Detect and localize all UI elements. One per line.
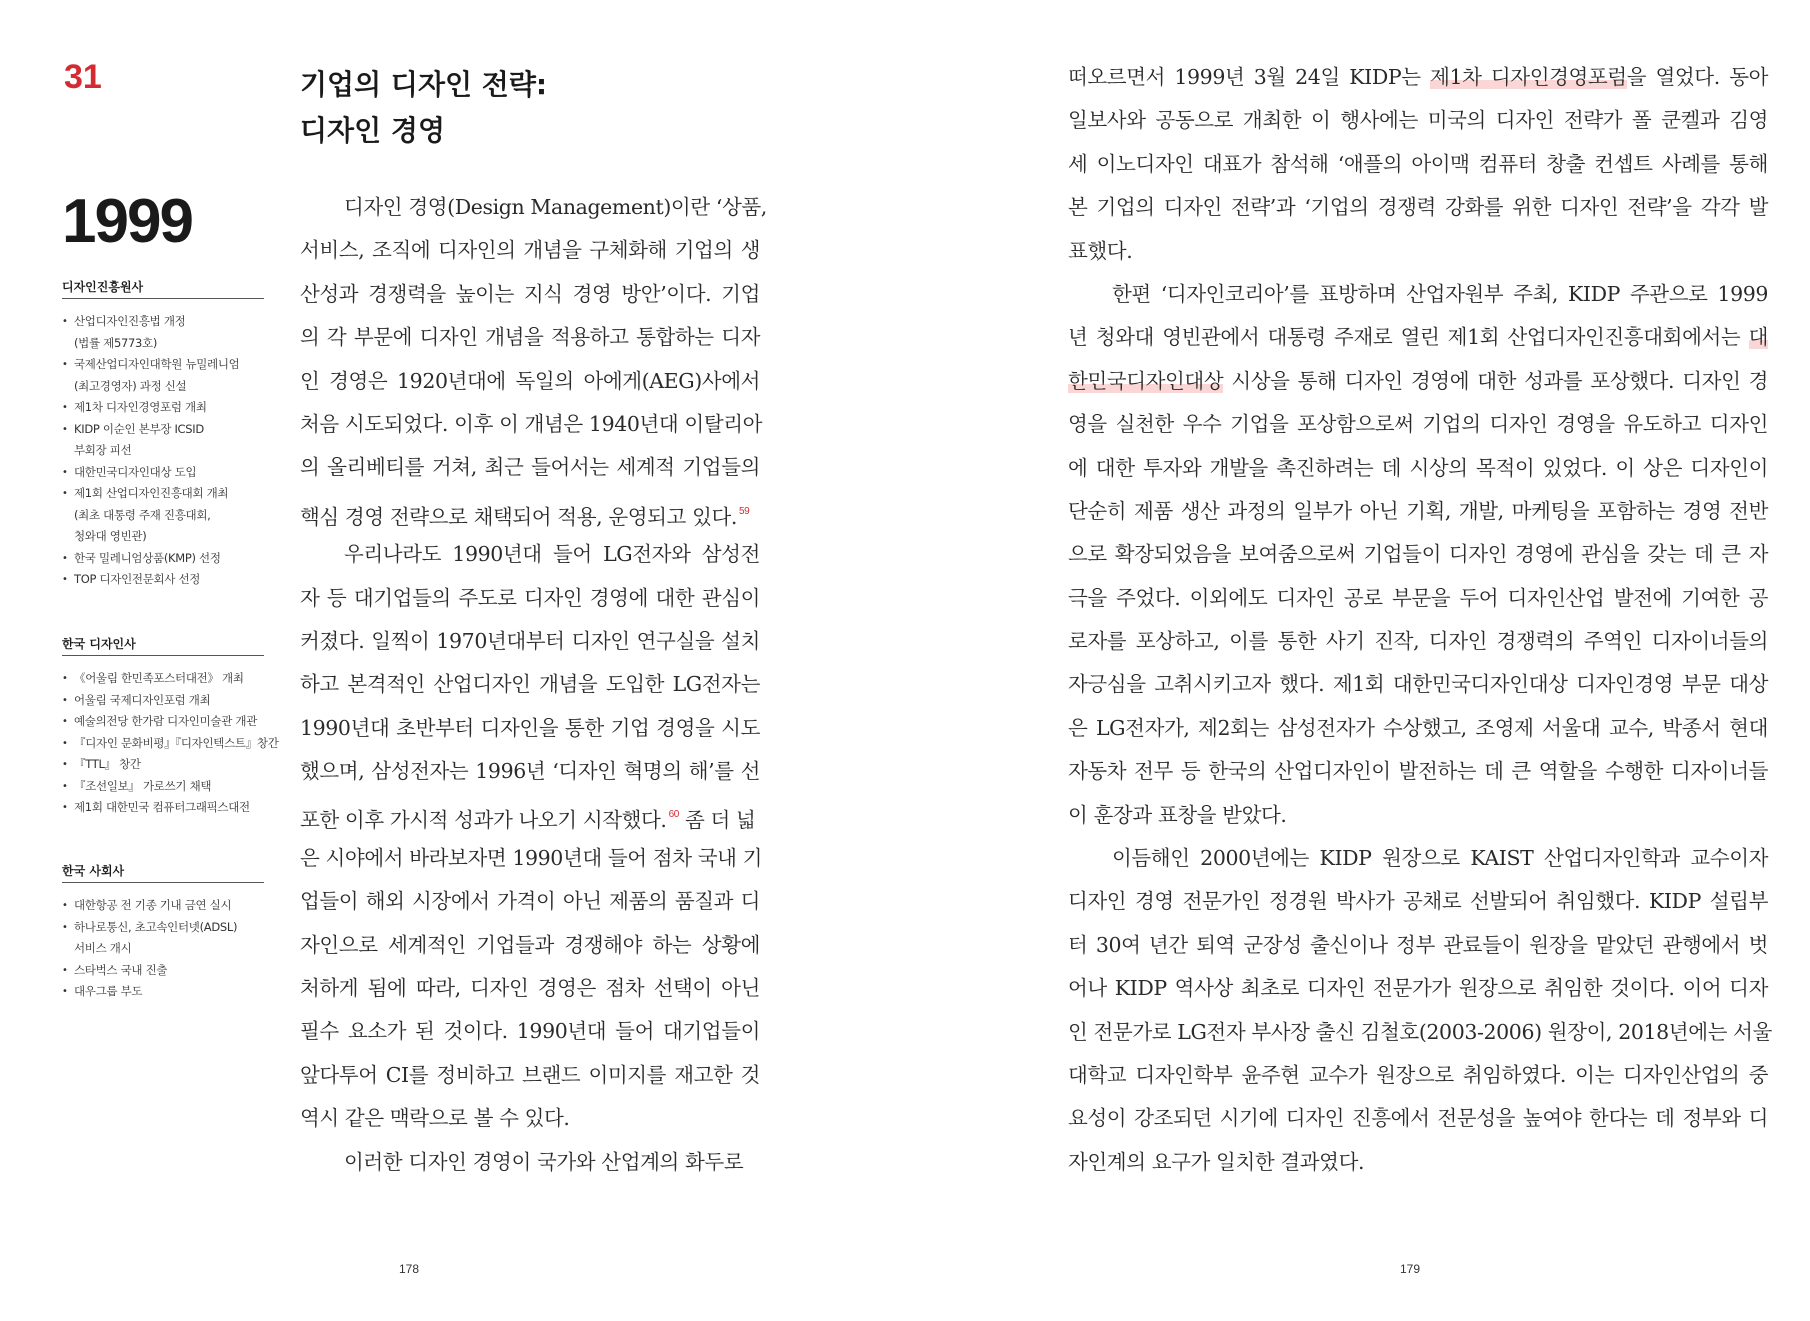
body-line: 에 대한 투자와 개발을 촉진하려는 데 시상의 목적이 있었다. 이 상은 디자인이 — [1068, 455, 1768, 480]
body-line: 은 LG전자가, 제2회는 삼성전자가 수상했고, 조영제 서울대 교수, 박종서 현대 — [1068, 715, 1768, 740]
timeline-heading: 한국 사회사 — [62, 860, 264, 883]
footnote-ref[interactable]: 60 — [668, 809, 679, 821]
year-label: 1999 — [62, 187, 192, 256]
body-line: 이러한 디자인 경영이 국가와 산업계의 화두로 — [344, 1149, 744, 1174]
highlight: 한민국디자인대상 — [1068, 368, 1224, 393]
timeline-item: • 산업디자인진흥법 개정 (법률 제5773호) — [62, 311, 264, 354]
body-line: 본 기업의 디자인 전략’과 ‘기업의 경쟁력 강화를 위한 디자인 전략’을 각각 발 — [1068, 195, 1768, 220]
body-line: 포한 이후 가시적 성과가 나오기 시작했다. $^{60}$ 좀 더 넓 — [300, 808, 756, 833]
body-line: 영을 실천한 우수 기업을 포상함으로써 기업의 디자인 경영을 유도하고 디자인 — [1068, 412, 1768, 437]
body-line: 1990년대 초반부터 디자인을 통한 기업 경영을 시도 — [300, 715, 760, 740]
body-line: 처음 시도되었다. 이후 이 개념은 1940년대 이탈리아 — [300, 411, 763, 436]
timeline-korean-design-history — [62, 633, 279, 819]
timeline-item: • 스타벅스 국내 진출 — [62, 960, 264, 982]
chapter-number: 31 — [64, 58, 102, 96]
timeline-item: • 『조선일보』 가로쓰기 채택 — [62, 776, 264, 798]
body-line: 역시 같은 맥락으로 볼 수 있다. — [300, 1106, 570, 1131]
timeline-item: • 대한민국디자인대상 도입 — [62, 462, 264, 484]
body-line: 필수 요소가 된 것이다. 1990년대 들어 대기업들이 — [300, 1019, 760, 1044]
body-line: 표했다. — [1068, 238, 1133, 263]
body-line: 이듬해인 2000년에는 KIDP 원장으로 KAIST 산업디자인학과 교수이자 — [1112, 846, 1768, 871]
body-line: 커졌다. 일찍이 1970년대부터 디자인 연구실을 설치 — [300, 628, 760, 653]
body-line: 은 시야에서 바라보자면 1990년대 들어 점차 국내 기 — [300, 845, 763, 870]
highlight: 대 — [1748, 325, 1768, 350]
timeline-item: • 대한항공 전 기종 기내 금연 실시 — [62, 895, 264, 917]
body-line: 터 30여 년간 퇴역 군장성 출신이나 정부 관료들이 원장을 맡았던 관행에서 벗 — [1068, 932, 1768, 957]
body-line: 극을 주었다. 이외에도 디자인 공로 부문을 두어 디자인산업 발전에 기여한 공 — [1068, 585, 1768, 610]
chapter-title-line: 기업의 디자인 전략: — [300, 68, 548, 101]
chapter-title — [300, 62, 720, 154]
timeline-item: • 예술의전당 한가람 디자인미술관 개관 — [62, 711, 264, 733]
body-line: 자긍심을 고취시키고자 했다. 제1회 대한민국디자인대상 디자인경영 부문 대상 — [1068, 672, 1768, 697]
timeline-item: • 제1차 디자인경영포럼 개최 — [62, 397, 264, 419]
timeline-item: • 국제산업디자인대학원 뉴밀레니엄 (최고경영자) 과정 신설 — [62, 354, 264, 397]
body-line: 로자를 포상하고, 이를 통한 사기 진작, 디자인 경쟁력의 주역인 디자이너들의 — [1068, 629, 1768, 654]
body-line: 자인계의 요구가 일치한 결과였다. — [1068, 1149, 1365, 1174]
body-line: 인 전문가로 LG전자 부사장 출신 김철호(2003-2006) 원장이, 2018년에는 서울 — [1068, 1019, 1772, 1044]
timeline-item: • 『TTL』 창간 — [62, 754, 264, 776]
timeline-item: • TOP 디자인전문회사 선정 — [62, 569, 264, 591]
timeline-item: • 《어울림 한민족포스터대전》 개최 — [62, 668, 264, 690]
body-line: 의 각 부문에 디자인 개념을 적용하고 통합하는 디자 — [300, 325, 760, 350]
timeline-korean-social-history — [62, 860, 264, 1003]
body-line: 한편 ‘디자인코리아’를 표방하며 산업자원부 주최, KIDP 주관으로 1999 — [1112, 281, 1768, 306]
timeline-item: • 『디자인 문화비평』『디자인텍스트』창간 — [62, 733, 264, 755]
timeline-item: • 어울림 국제디자인포럼 개최 — [62, 690, 264, 712]
timeline-item: • 대우그룹 부도 — [62, 981, 264, 1003]
body-line: 처하게 됨에 따라, 디자인 경영은 점차 선택이 아닌 — [300, 976, 760, 1001]
timeline-item: • 한국 밀레니엄상품(KMP) 선정 — [62, 548, 264, 570]
body-line: 산성과 경쟁력을 높이는 지식 경영 방안’이다. 기업 — [300, 281, 760, 306]
right-page — [905, 0, 1810, 1321]
body-line: 자 등 대기업들의 주도로 디자인 경영에 대한 관심이 — [300, 585, 760, 610]
body-line: 일보사와 공동으로 개최한 이 행사에는 미국의 디자인 전략가 폴 쿤켈과 김영 — [1068, 108, 1768, 133]
body-line: 인 경영은 1920년대에 독일의 아에게(AEG)사에서 — [300, 368, 760, 393]
body-line: 어나 KIDP 역사상 최초로 디자인 전문가가 원장으로 취임한 것이다. 이어 디자 — [1068, 976, 1768, 1001]
body-line: 세 이노디자인 대표가 참석해 ‘애플의 아이맥 컴퓨터 창출 컨셉트 사례를 통해 — [1068, 151, 1768, 176]
body-line: 단순히 제품 생산 과정의 일부가 아닌 기획, 개발, 마케팅을 포함하는 경영 전반 — [1068, 498, 1768, 523]
page-number: 179 — [1400, 1262, 1421, 1276]
chapter-title-line: 디자인 경영 — [300, 114, 445, 147]
body-line: 년 청와대 영빈관에서 대통령 주재로 열린 제1회 산업디자인진흥대회에서는 대 — [1068, 325, 1768, 350]
page-number: 178 — [399, 1262, 420, 1276]
body-line: 서비스, 조직에 디자인의 개념을 구체화해 기업의 생 — [300, 238, 760, 263]
body-line: 업들이 해외 시장에서 가격이 아닌 제품의 품질과 디 — [300, 889, 760, 914]
timeline-kidp-history — [62, 276, 264, 591]
timeline-item: • 제1회 산업디자인진흥대회 개최 (최초 대통령 주재 진흥대회, 청와대 영빈관) — [62, 483, 264, 548]
body-line: 대학교 디자인학부 윤주현 교수가 원장으로 취임하였다. 이는 디자인산업의 중 — [1068, 1062, 1768, 1087]
body-line: 이 훈장과 표창을 받았다. — [1068, 802, 1287, 827]
body-line: 떠오르면서 1999년 3월 24일 KIDP는 제1차 디자인경영포럼을 열었다. 동아 — [1068, 65, 1769, 89]
highlight: 제1차 디자인경영포럼 — [1430, 65, 1627, 89]
timeline-item: • 제1회 대한민국 컴퓨터그래픽스대전 — [62, 797, 264, 819]
timeline-heading: 디자인진흥원사 — [62, 276, 264, 299]
body-line: 앞다투어 CI를 정비하고 브랜드 이미지를 재고한 것 — [300, 1062, 760, 1087]
timeline-item: • KIDP 이순인 본부장 ICSID 부회장 피선 — [62, 419, 264, 462]
right-body-text — [1068, 56, 1772, 1184]
body-line: 의 올리베티를 거쳐, 최근 들어서는 세계적 기업들의 — [300, 455, 760, 480]
left-body-text — [300, 186, 767, 1184]
timeline-item: • 하나로통신, 초고속인터넷(ADSL) 서비스 개시 — [62, 917, 264, 960]
timeline-heading: 한국 디자인사 — [62, 633, 264, 656]
body-line: 했으며, 삼성전자는 1996년 ‘디자인 혁명의 해’를 선 — [300, 759, 760, 784]
body-line: 요성이 강조되던 시기에 디자인 진흥에서 전문성을 높여야 한다는 데 정부와 디 — [1068, 1106, 1768, 1131]
body-line: 자인으로 세계적인 기업들과 경쟁해야 하는 상황에 — [300, 932, 760, 957]
body-line: 자동차 전무 등 한국의 산업디자인이 발전하는 데 큰 역할을 수행한 디자이너들 — [1068, 759, 1768, 784]
body-line: 디자인 경영 전문가인 정경원 박사가 공채로 선발되어 취임했다. KIDP 설립부 — [1068, 889, 1768, 914]
body-line: 한민국디자인대상 시상을 통해 디자인 경영에 대한 성과를 포상했다. 디자인 경 — [1068, 368, 1768, 393]
footnote-ref[interactable]: 59 — [739, 505, 750, 517]
body-line: 우리나라도 1990년대 들어 LG전자와 삼성전 — [344, 542, 760, 567]
body-line: 핵심 경영 전략으로 채택되어 적용, 운영되고 있다. $^{59}$ — [300, 504, 750, 529]
body-line: 디자인 경영(Design Management)이란 ‘상품, — [344, 195, 767, 219]
body-line: 으로 확장되었음을 보여줌으로써 기업들이 디자인 경영에 관심을 갖는 데 큰 자 — [1068, 542, 1768, 567]
body-line: 하고 본격적인 산업디자인 개념을 도입한 LG전자는 — [300, 672, 760, 697]
